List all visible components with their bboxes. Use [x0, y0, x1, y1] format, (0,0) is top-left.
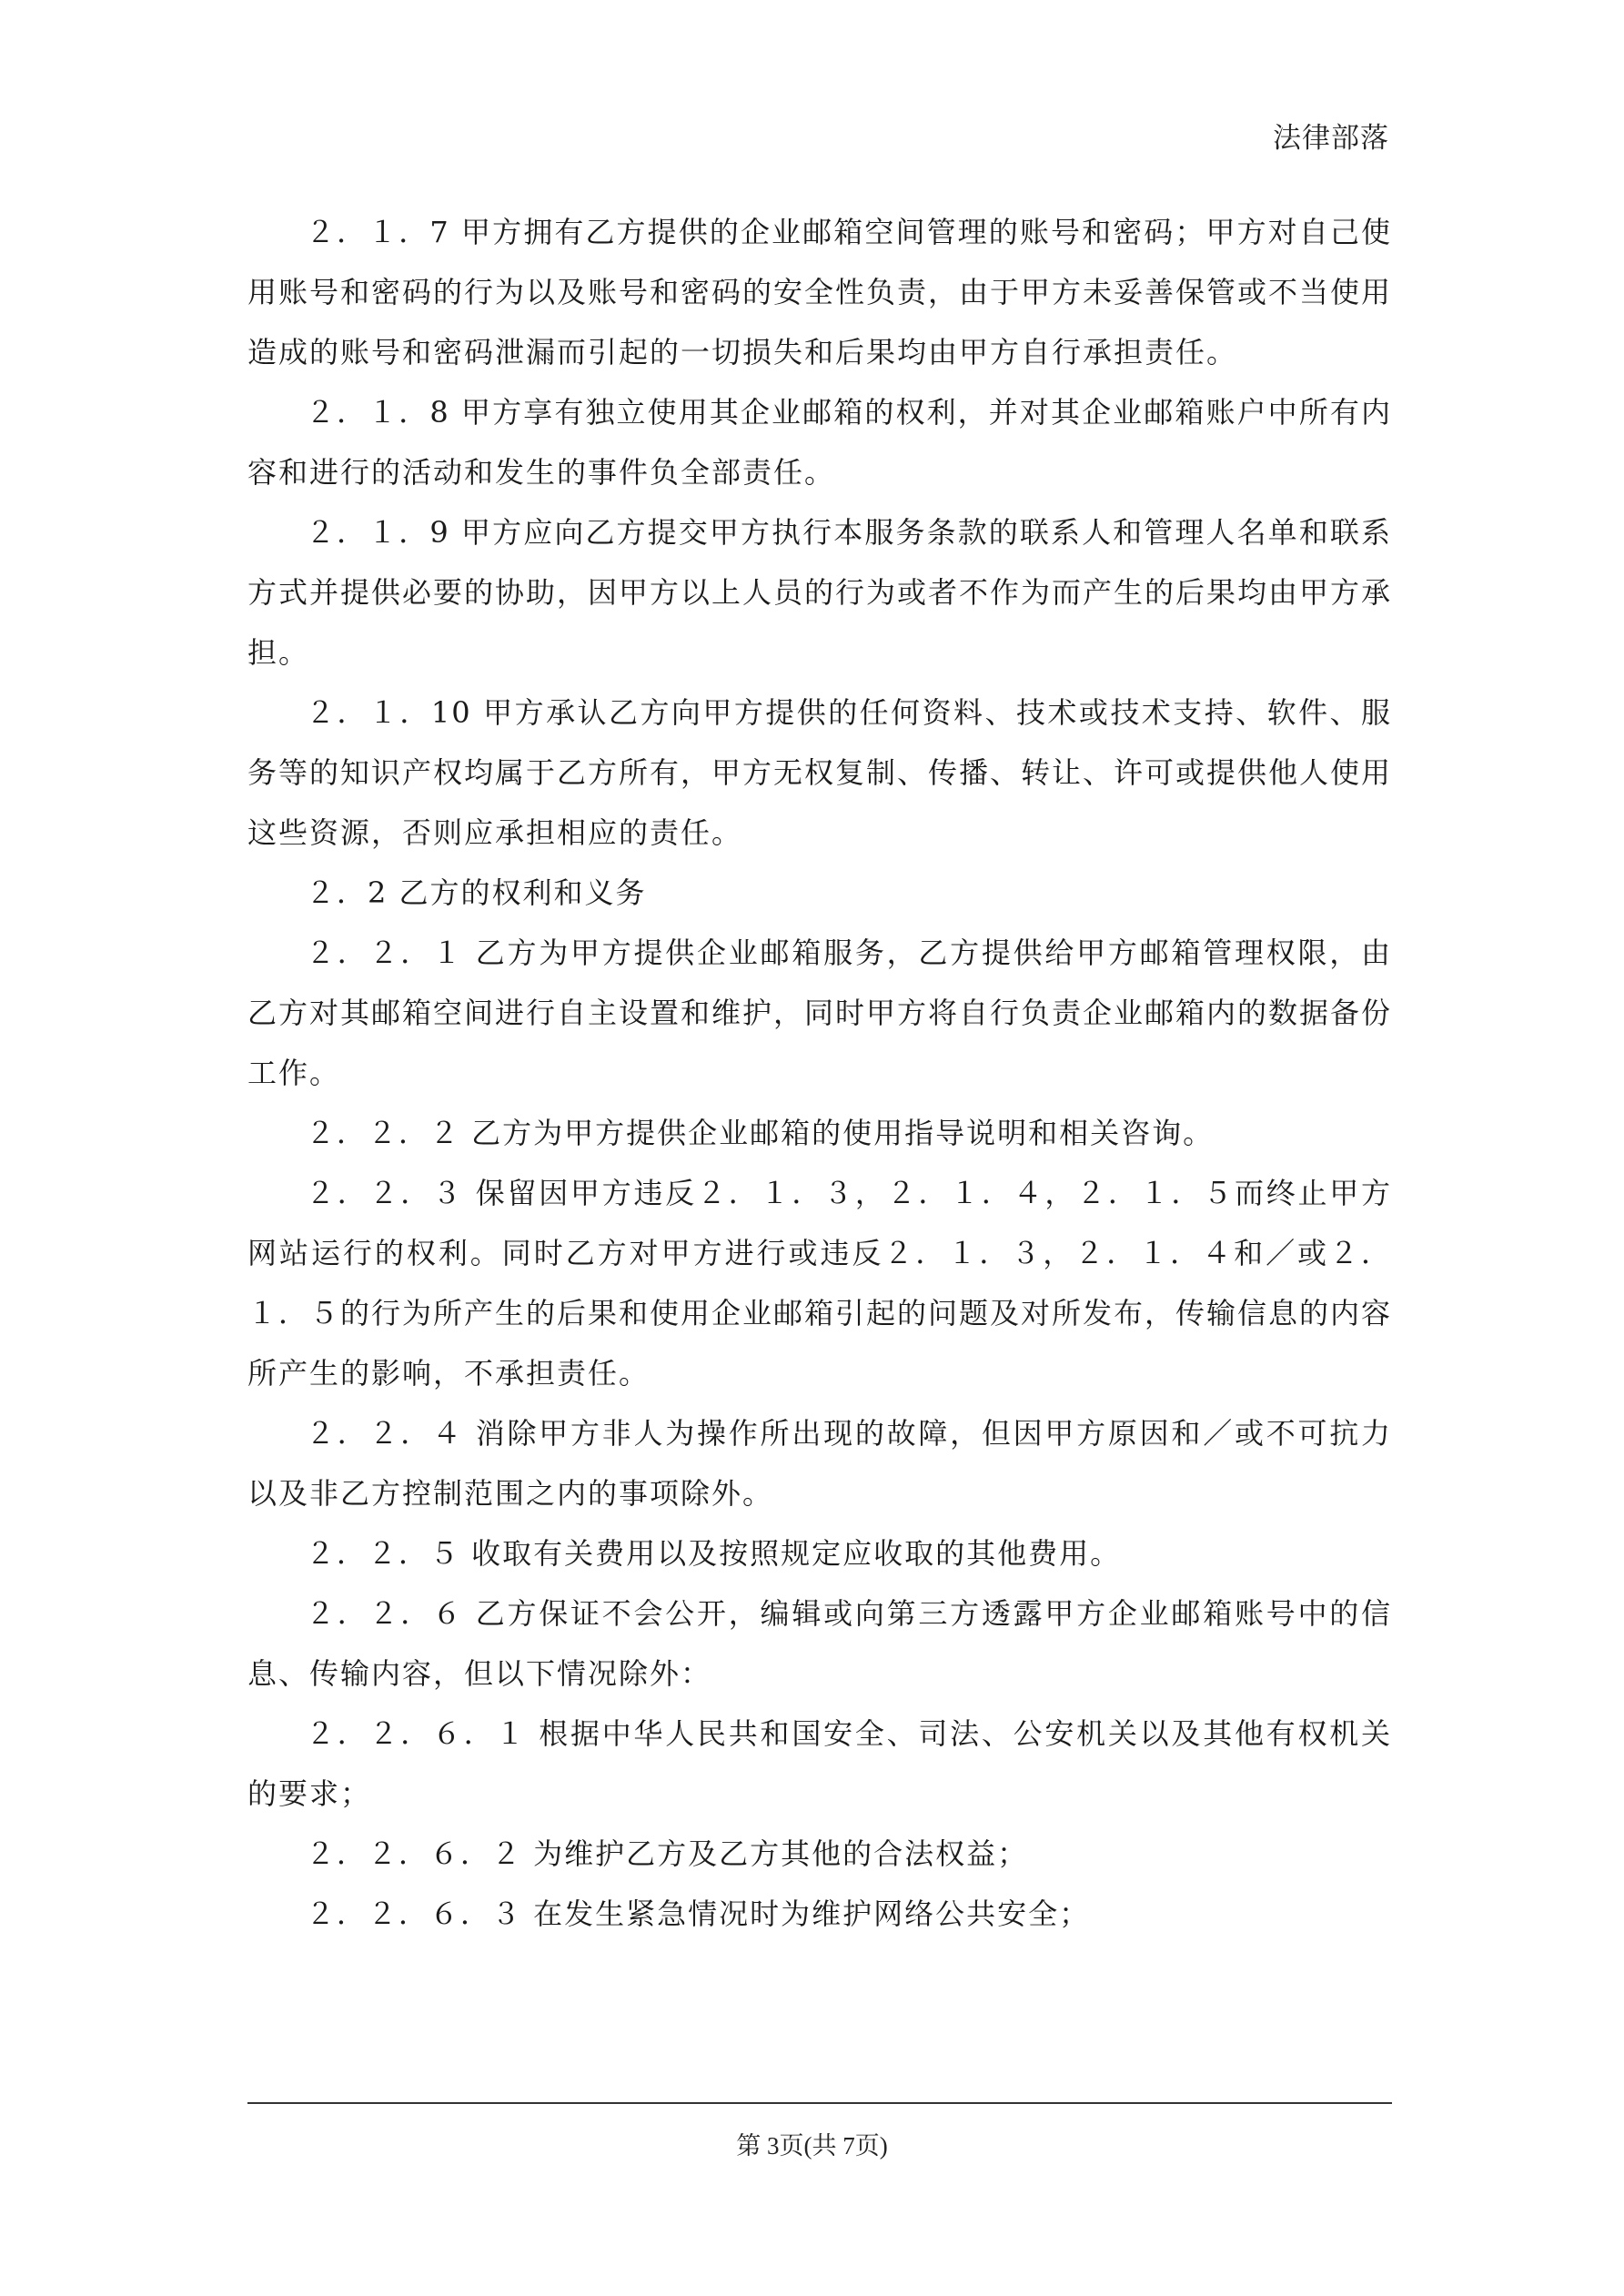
clause-2-2-4: ２．２．４ 消除甲方非人为操作所出现的故障，但因甲方原因和／或不可抗力以及非乙方控制范围之内的事项除外。: [247, 1416, 1392, 1511]
clause-2-2-6-2: ２．２．６．２ 为维护乙方及乙方其他的合法权益；: [306, 1836, 1029, 1871]
clause-2-2-1: ２．２．１ 乙方为甲方提供企业邮箱服务，乙方提供给甲方邮箱管理权限，由乙方对其邮箱空间进行自主设置和维护，同时甲方将自行负责企业邮箱内的数据备份工作。: [247, 936, 1393, 1090]
footer-divider: [247, 2102, 1392, 2104]
clause-2-2-6: ２．２．６ 乙方保证不会公开，编辑或向第三方透露甲方企业邮箱账号中的信息、传输内容，但以下情况除外：: [247, 1596, 1392, 1691]
clause-2-1-8: ２．１．8 甲方享有独立使用其企业邮箱的权利，并对其企业邮箱账户中所有内容和进行的活动和发生的事件负全部责任。: [247, 395, 1392, 490]
header-brand: 法律部落: [1273, 122, 1389, 155]
section-2-2-heading: ２．2 乙方的权利和义务: [306, 875, 647, 910]
clause-2-2-6-1: ２．２．６．１ 根据中华人民共和国安全、司法、公安机关以及其他有权机关的要求；: [247, 1716, 1392, 1811]
clause-2-2-6-3: ２．２．６．３ 在发生紧急情况时为维护网络公共安全；: [306, 1896, 1091, 1931]
document-body: [247, 202, 1392, 1944]
clause-2-2-5: ２．２．５ 收取有关费用以及按照规定应收取的其他费用。: [306, 1536, 1122, 1571]
clause-2-1-10: ２．１．10 甲方承认乙方向甲方提供的任何资料、技术或技术支持、软件、服务等的知识产权均属于乙方所有，甲方无权复制、传播、转让、许可或提供他人使用这些资源，否则应承担相应的责任。: [247, 695, 1393, 850]
page-number: 第 3页(共 7页): [736, 2132, 888, 2159]
clause-2-2-3: ２．２．３ 保留因甲方违反２．１．３，２．１．４，２．１．５而终止甲方网站运行的权利。同时乙方对甲方进行或违反２．１．３，２．１．４和／或２．１．５的行为所产生的后果和使用企业邮箱引起的问题及对所发布，传输信息的内容所产生的影响，不承担责任。: [247, 1176, 1393, 1391]
clause-2-1-7: ２．１．7 甲方拥有乙方提供的企业邮箱空间管理的账号和密码；甲方对自己使用账号和密码的行为以及账号和密码的安全性负责，由于甲方未妥善保管或不当使用造成的账号和密码泄漏而引起的一切损失和后果均由甲方自行承担责任。: [247, 215, 1393, 369]
clause-2-1-9: ２．１．9 甲方应向乙方提交甲方执行本服务条款的联系人和管理人名单和联系方式并提供必要的协助，因甲方以上人员的行为或者不作为而产生的后果均由甲方承担。: [247, 515, 1393, 670]
clause-2-2-2: ２．２．２ 乙方为甲方提供企业邮箱的使用指导说明和相关咨询。: [306, 1116, 1215, 1150]
